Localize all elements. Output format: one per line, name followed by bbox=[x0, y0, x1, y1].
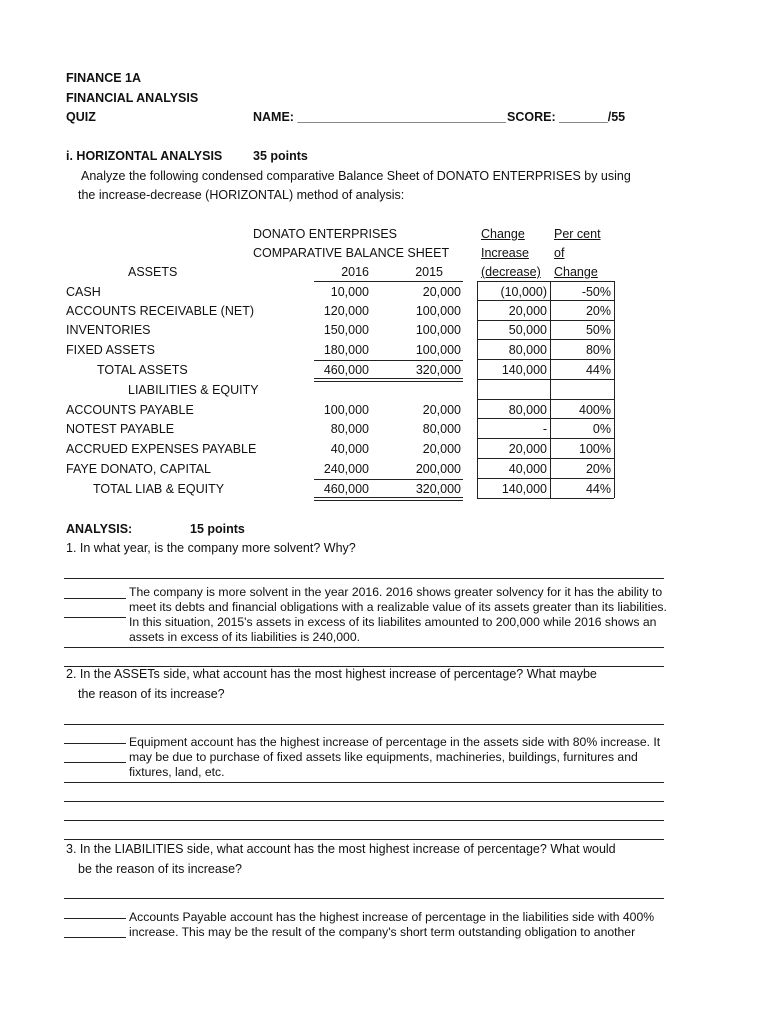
course-title: FINANCE 1A bbox=[66, 71, 142, 85]
row-2016-value: 100,000 bbox=[323, 403, 369, 417]
answer-rule bbox=[64, 820, 664, 821]
instructions-line-1: Analyze the following condensed comparative Balance Sheet of DONATO ENTERPRISES by using bbox=[81, 169, 631, 183]
row-percent-value: 20% bbox=[585, 462, 611, 476]
row-change-value: 80,000 bbox=[508, 403, 547, 417]
row-label: FIXED ASSETS bbox=[66, 343, 155, 357]
row-2016-value: 40,000 bbox=[330, 442, 369, 456]
row-2016-value: 460,000 bbox=[323, 482, 369, 496]
year-top-rule bbox=[314, 281, 463, 282]
row-2015-value: 20,000 bbox=[422, 442, 461, 456]
answer-3: Accounts Payable account has the highest increase of percentage in the liabilities side with 400% increase. This may be the result of the company's short term outstanding obligation to another bbox=[129, 910, 655, 939]
row-2015-value: 320,000 bbox=[415, 482, 461, 496]
answer-rule bbox=[64, 724, 664, 725]
total-assets-label: TOTAL ASSETS bbox=[97, 363, 188, 377]
grid-rule bbox=[477, 281, 614, 282]
grid-rule bbox=[477, 339, 614, 340]
answer-blank bbox=[64, 918, 126, 919]
row-2015-value: 20,000 bbox=[422, 403, 461, 417]
grid-rule bbox=[477, 478, 614, 479]
name-field[interactable]: NAME: ______________________________ bbox=[253, 110, 506, 124]
section-title: i. HORIZONTAL ANALYSIS bbox=[66, 149, 223, 163]
subtotal-rule bbox=[314, 360, 463, 361]
grid-rule bbox=[477, 300, 614, 301]
question-3-line-2: be the reason of its increase? bbox=[78, 862, 242, 876]
row-label: ACCOUNTS RECEIVABLE (NET) bbox=[66, 304, 254, 318]
percent-header-3: Change bbox=[554, 265, 598, 279]
instructions-line-2: the increase-decrease (HORIZONTAL) method of analysis: bbox=[78, 188, 405, 202]
quiz-label: QUIZ bbox=[66, 110, 96, 124]
row-percent-value: 44% bbox=[585, 363, 611, 377]
grid-rule bbox=[477, 498, 614, 499]
row-percent-value: 44% bbox=[585, 482, 611, 496]
answer-1: The company is more solvent in the year 2016. 2016 shows greater solvency for it has the ability to meet its debts and financial obligations with a realizable value of its assets greater than its liabilities. In this situation, 2015's assets in excess of its liabilites amounted to 200,000 while 2016 shows an assets in excess of its liabilities is 240,000. bbox=[129, 585, 667, 644]
grid-rule bbox=[477, 320, 614, 321]
row-label: FAYE DONATO, CAPITAL bbox=[66, 462, 211, 476]
row-2015-value: 80,000 bbox=[422, 422, 461, 436]
row-2015-value: 320,000 bbox=[415, 363, 461, 377]
row-percent-value: 100% bbox=[579, 442, 611, 456]
row-percent-value: 80% bbox=[585, 343, 611, 357]
row-percent-value: 0% bbox=[592, 422, 611, 436]
row-change-value: - bbox=[542, 422, 547, 436]
grid-rule bbox=[477, 379, 614, 380]
row-2015-value: 20,000 bbox=[422, 285, 461, 299]
change-header-3: (decrease) bbox=[481, 265, 541, 279]
total-liab-equity-label: TOTAL LIAB & EQUITY bbox=[93, 482, 225, 496]
row-2015-value: 100,000 bbox=[415, 343, 461, 357]
assets-double-rule bbox=[314, 378, 463, 382]
row-2016-value: 150,000 bbox=[323, 323, 369, 337]
answer-blank bbox=[64, 937, 126, 938]
subject-title: FINANCIAL ANALYSIS bbox=[66, 91, 199, 105]
answer-rule bbox=[64, 839, 664, 840]
grid-rule bbox=[477, 438, 614, 439]
change-header-1: Change bbox=[481, 227, 525, 241]
row-change-value: 140,000 bbox=[501, 363, 547, 377]
row-2016-value: 10,000 bbox=[330, 285, 369, 299]
row-2016-value: 460,000 bbox=[323, 363, 369, 377]
grid-vertical-rule bbox=[477, 281, 478, 498]
analysis-points: 15 points bbox=[190, 522, 245, 536]
grid-rule bbox=[477, 399, 614, 400]
grid-rule bbox=[477, 359, 614, 360]
row-percent-value: 20% bbox=[585, 304, 611, 318]
row-label: ACCRUED EXPENSES PAYABLE bbox=[66, 442, 257, 456]
answer-blank bbox=[64, 617, 126, 618]
answer-rule bbox=[64, 782, 664, 783]
answer-blank bbox=[64, 743, 126, 744]
row-change-value: 20,000 bbox=[508, 304, 547, 318]
row-2015-value: 200,000 bbox=[415, 462, 461, 476]
row-2015-value: 100,000 bbox=[415, 323, 461, 337]
answer-rule bbox=[64, 801, 664, 802]
liab-double-rule bbox=[314, 497, 463, 501]
year-2015-header: 2015 bbox=[415, 265, 443, 279]
score-field[interactable]: SCORE: _______/55 bbox=[507, 110, 626, 124]
answer-rule bbox=[64, 647, 664, 648]
percent-header-2: of bbox=[554, 246, 565, 260]
row-percent-value: 50% bbox=[585, 323, 611, 337]
analysis-title: ANALYSIS: bbox=[66, 522, 133, 536]
question-1: 1. In what year, is the company more solvent? Why? bbox=[66, 541, 356, 555]
row-change-value: (10,000) bbox=[500, 285, 547, 299]
row-change-value: 50,000 bbox=[508, 323, 547, 337]
row-change-value: 140,000 bbox=[501, 482, 547, 496]
grid-vertical-rule bbox=[614, 281, 615, 498]
answer-blank bbox=[64, 762, 126, 763]
answer-2: Equipment account has the highest increase of percentage in the assets side with 80% increase. It may be due to purchase of fixed assets like equipments, machineries, buildings, furnitures and fixtures, land, etc. bbox=[129, 735, 661, 779]
liabilities-heading: LIABILITIES & EQUITY bbox=[128, 383, 259, 397]
row-change-value: 80,000 bbox=[508, 343, 547, 357]
question-3-line-1: 3. In the LIABILITIES side, what account has the most highest increase of percentage? What would bbox=[66, 842, 616, 856]
row-label: CASH bbox=[66, 285, 101, 299]
change-header-2: Increase bbox=[481, 246, 529, 260]
row-2016-value: 120,000 bbox=[323, 304, 369, 318]
row-label: NOTEST PAYABLE bbox=[66, 422, 175, 436]
answer-rule bbox=[64, 578, 664, 579]
question-2-line-2: the reason of its increase? bbox=[78, 687, 225, 701]
company-name: DONATO ENTERPRISES bbox=[253, 227, 398, 241]
row-2016-value: 80,000 bbox=[330, 422, 369, 436]
grid-rule bbox=[477, 418, 614, 419]
section-points: 35 points bbox=[253, 149, 308, 163]
row-label: INVENTORIES bbox=[66, 323, 151, 337]
row-2015-value: 100,000 bbox=[415, 304, 461, 318]
row-percent-value: -50% bbox=[581, 285, 611, 299]
grid-vertical-rule bbox=[550, 281, 551, 498]
statement-title: COMPARATIVE BALANCE SHEET bbox=[253, 246, 450, 260]
assets-heading: ASSETS bbox=[128, 265, 178, 279]
answer-rule bbox=[64, 898, 664, 899]
answer-blank bbox=[64, 598, 126, 599]
row-change-value: 40,000 bbox=[508, 462, 547, 476]
row-2016-value: 240,000 bbox=[323, 462, 369, 476]
row-label: ACCOUNTS PAYABLE bbox=[66, 403, 194, 417]
row-change-value: 20,000 bbox=[508, 442, 547, 456]
question-2-line-1: 2. In the ASSETs side, what account has the most highest increase of percentage? What maybe bbox=[66, 667, 597, 681]
row-percent-value: 400% bbox=[579, 403, 611, 417]
grid-rule bbox=[477, 458, 614, 459]
row-2016-value: 180,000 bbox=[323, 343, 369, 357]
year-2016-header: 2016 bbox=[341, 265, 369, 279]
percent-header-1: Per cent bbox=[554, 227, 601, 241]
subtotal-rule bbox=[314, 479, 463, 480]
